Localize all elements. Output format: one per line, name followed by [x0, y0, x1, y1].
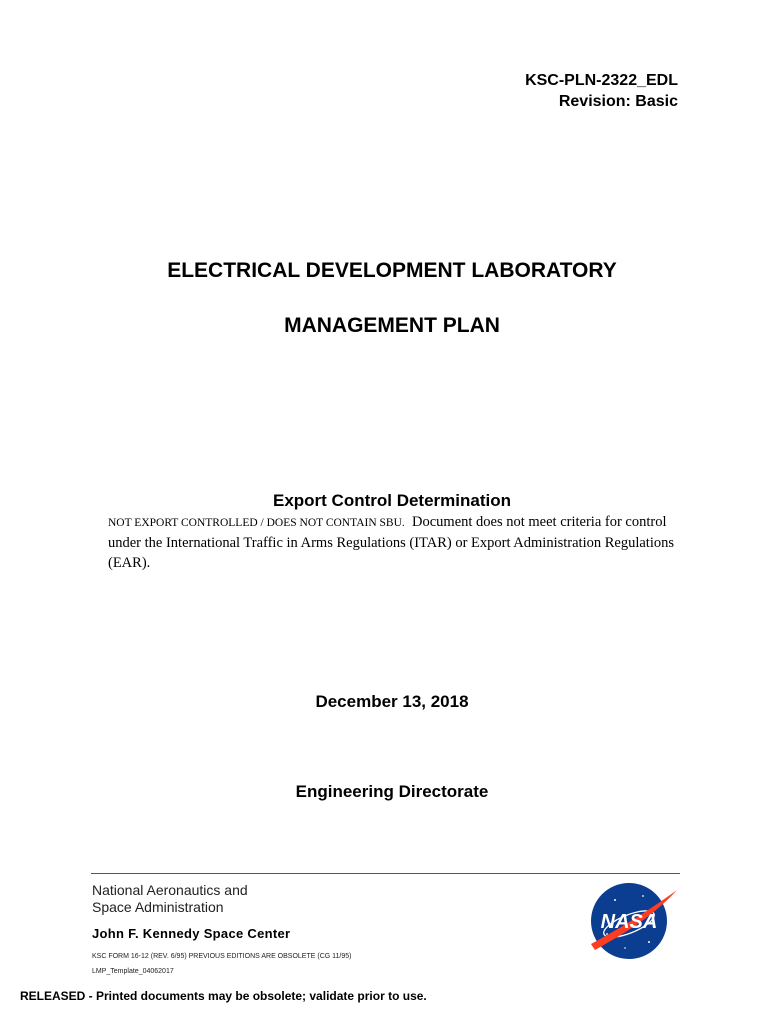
- document-title-line-2: MANAGEMENT PLAN: [284, 314, 500, 337]
- revision-label: Revision: Basic: [558, 93, 678, 110]
- organization-name: Engineering Directorate: [295, 782, 489, 801]
- nasa-logo-star: [642, 895, 644, 897]
- export-control-heading: Export Control Determination: [272, 491, 511, 510]
- agency-name-line-2: Space Administration: [92, 899, 224, 915]
- document-date: December 13, 2018: [315, 692, 469, 711]
- agency-name-line-1: National Aeronautics and: [92, 882, 248, 898]
- nasa-logo-wordmark: NASA: [600, 911, 658, 933]
- nasa-logo-star: [648, 941, 650, 943]
- agency-name: [92, 882, 248, 916]
- footer-divider: [91, 873, 680, 874]
- nasa-logo-star: [606, 933, 608, 935]
- export-control-statement: [108, 512, 688, 573]
- template-id: LMP_Template_04062017: [92, 968, 174, 975]
- document-identifier: [525, 70, 678, 112]
- export-control-body: Document does not meet criteria for control under the International Traffic in Arms Regulations (ITAR) or Export Administration Regulations (EAR).: [108, 514, 675, 571]
- center-name: John F. Kennedy Space Center: [92, 926, 291, 941]
- document-number: KSC-PLN-2322_EDL: [525, 72, 678, 89]
- nasa-logo-icon: [585, 880, 681, 962]
- document-title-line-1: ELECTRICAL DEVELOPMENT LABORATORY: [167, 259, 617, 282]
- form-info: KSC FORM 16-12 (REV. 6/95) PREVIOUS EDITIONS ARE OBSOLETE (CG 11/95): [92, 953, 352, 960]
- export-control-caps-statement: NOT EXPORT CONTROLLED / DOES NOT CONTAIN SBU.: [108, 517, 405, 529]
- nasa-logo-star: [624, 947, 626, 949]
- release-notice: RELEASED - Printed documents may be obsolete; validate prior to use.: [20, 989, 427, 1003]
- nasa-logo-star: [614, 899, 616, 901]
